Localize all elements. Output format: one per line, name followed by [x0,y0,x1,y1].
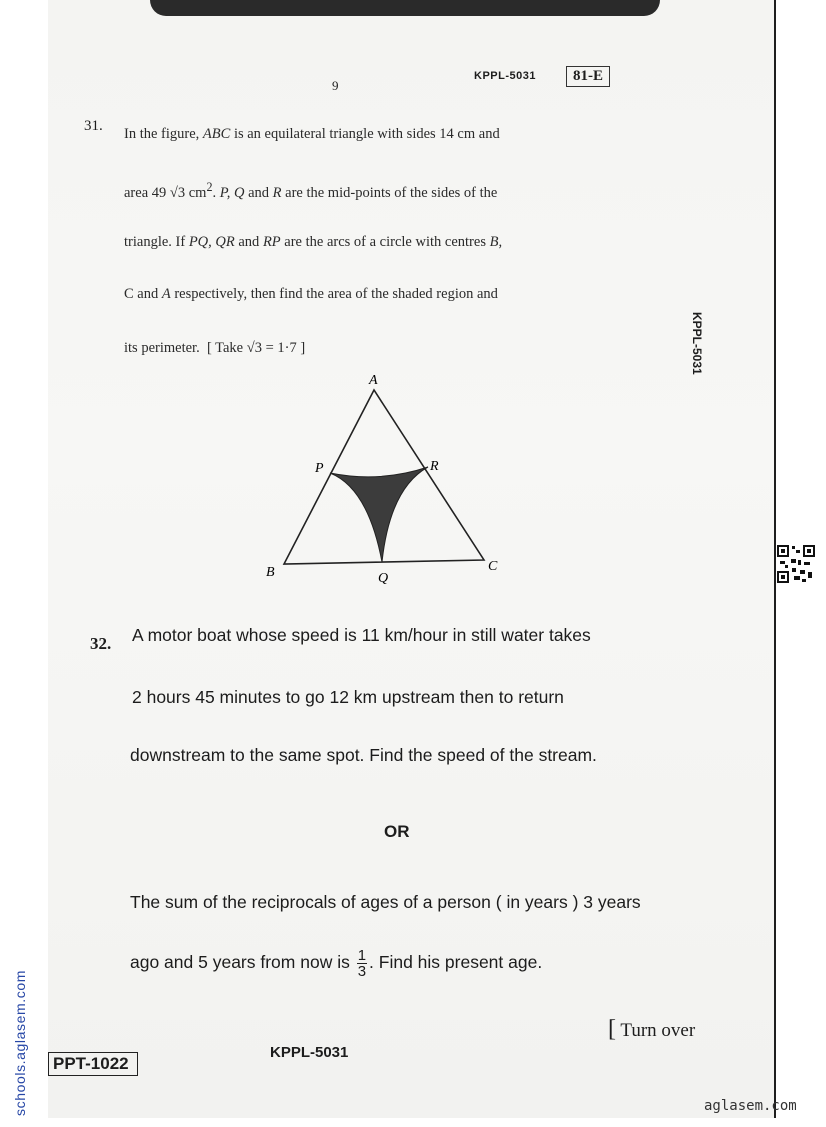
q32-alt-line-1: The sum of the reciprocals of ages of a person ( in years ) 3 years [130,892,641,912]
label-r: R [430,459,439,474]
page-number: 9 [332,78,339,93]
triangle-figure [262,366,512,590]
footer-code: KPPL-5031 [270,1044,349,1061]
q32-line-3: downstream to the same spot. Find the speed of the stream. [130,745,597,765]
turn-over-note: [ Turn over [608,1016,696,1042]
label-a: A [369,373,378,388]
q31-line-3: triangle. If PQ, QR and RP are the arcs of a circle with centres B, [124,234,503,250]
brand-text: aglasem.com [704,1098,797,1114]
fraction-one-third: $\frac{1}{3}$ [357,947,367,980]
header-code: KPPL-5031 [474,70,536,82]
watermark-vertical: schools.aglasem.com [12,969,28,1116]
q32-line-2: 2 hours 45 minutes to go 12 km upstream then to return [132,687,564,707]
q31-line-4: C and A respectively, then find the area of the shaded region and [124,286,498,302]
q31-number: 31. [84,118,103,134]
q31-line-2: area 49 √3 $cm^2$. P, Q and R are the mid-points of the sides of the [124,180,498,201]
footer-box: PPT-1022 [48,1052,138,1076]
label-p: P [315,461,324,476]
shaded-region [330,467,428,562]
qr-code-icon [776,544,816,584]
label-c: C [488,559,498,574]
label-q: Q [378,571,389,586]
side-code: KPPL-5031 [690,312,704,375]
q32-alt-line-2: ago and 5 years from now is $\frac{1}{3}$ . Find his present age. [130,947,543,980]
q31-line-5: its perimeter. [ Take √3 = 1·7 ] [124,340,306,356]
q32-line-1: A motor boat whose speed is 11 km/hour in still water takes [132,625,591,645]
header-box-code: 81-E [566,66,610,87]
or-separator: OR [384,822,410,841]
q32-number: 32. [90,634,112,653]
q31-line-1: In the figure, ABC is an equilateral triangle with sides 14 cm and [124,126,500,142]
label-b: B [266,565,275,580]
page-top-shadow [150,0,660,16]
sqrt-3: √3 [169,184,186,201]
